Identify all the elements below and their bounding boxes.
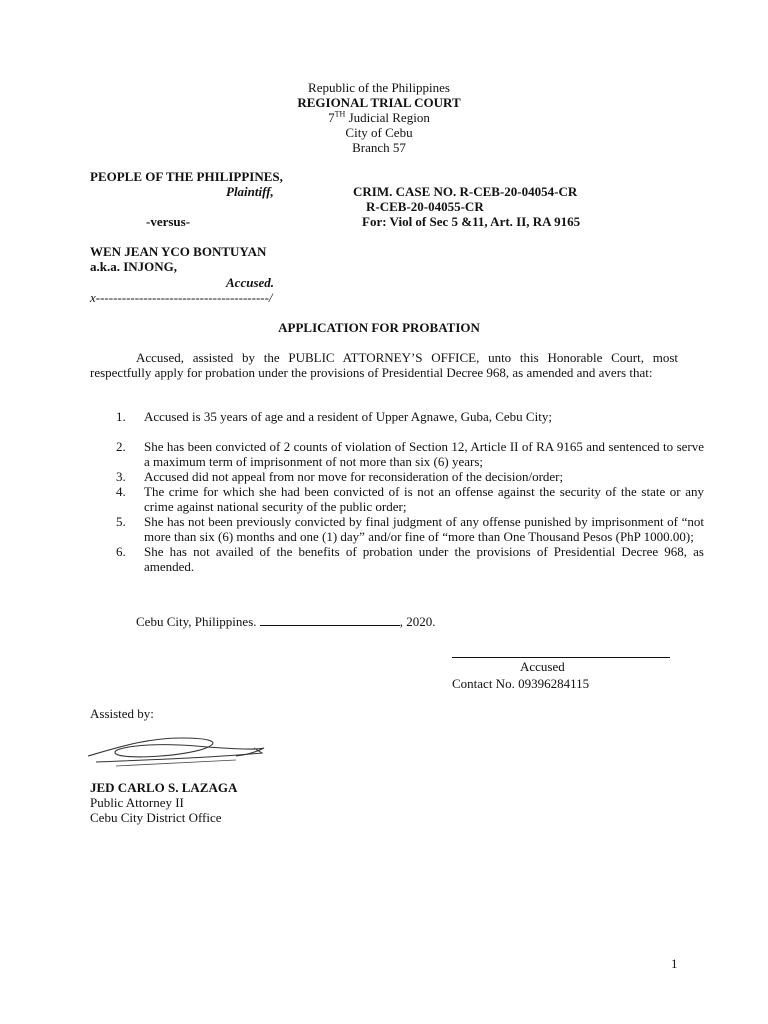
- accused-signature-label: Accused: [520, 659, 565, 674]
- plaintiff-name: PEOPLE OF THE PHILIPPINES,: [90, 169, 283, 184]
- accused-alias: a.k.a. INJONG,: [90, 259, 178, 274]
- list-item-number: 4.: [116, 484, 126, 499]
- page-number: 1: [671, 956, 678, 971]
- place-suffix: , 2020.: [399, 614, 436, 629]
- header-region: [0, 110, 758, 126]
- document-title: APPLICATION FOR PROBATION: [278, 320, 480, 335]
- intro-paragraph: Accused, assisted by the PUBLIC ATTORNEY’S OFFICE, unto this Honorable Court, most respectfully apply for probation under the provisions of Presidential Decree 968, as amended and avers that:: [90, 350, 678, 380]
- versus-label: -versus-: [146, 214, 191, 229]
- case-number-2: R-CEB-20-04055-CR: [366, 199, 484, 214]
- list-item-text: Accused did not appeal from nor move for reconsideration of the decision/order;: [144, 469, 564, 484]
- assisted-by-label: Assisted by:: [90, 706, 154, 721]
- list-item: [116, 544, 704, 574]
- list-item: [116, 484, 704, 514]
- list-item-text: She has not been previously convicted by final judgment of any offense punished by imprisonment of “not more than six (6) months and one (1) day” and/or fine of “more than One Thousand Pesos (PhP 1000.00);: [144, 514, 704, 544]
- list-item: [116, 439, 704, 469]
- attorney-name: JED CARLO S. LAZAGA: [90, 780, 238, 795]
- list-item: [116, 469, 704, 484]
- region-text: Judicial Region: [345, 110, 430, 125]
- plaintiff-role: Plaintiff,: [226, 184, 274, 199]
- header-branch: Branch 57: [352, 140, 406, 155]
- list-item-number: 1.: [116, 409, 126, 424]
- case-number-1: CRIM. CASE NO. R-CEB-20-04054-CR: [353, 184, 578, 199]
- list-item: [116, 514, 704, 544]
- averment-list: [116, 409, 704, 574]
- region-superscript: TH: [334, 109, 346, 119]
- place-prefix: Cebu City, Philippines.: [136, 614, 260, 629]
- accused-signature-line: [452, 657, 670, 658]
- place-date-line: [136, 614, 436, 629]
- list-item: [116, 409, 704, 424]
- accused-contact: Contact No. 09396284115: [452, 676, 590, 691]
- list-item-number: 3.: [116, 469, 126, 484]
- list-item-number: 5.: [116, 514, 126, 529]
- accused-role: Accused.: [226, 275, 275, 290]
- region-number: 7: [328, 110, 335, 125]
- header-court: REGIONAL TRIAL COURT: [297, 95, 461, 110]
- accused-name: WEN JEAN YCO BONTUYAN: [90, 244, 267, 259]
- attorney-position: Public Attorney II: [90, 795, 184, 810]
- list-item-text: She has not availed of the benefits of probation under the provisions of Presidential Decree 968, as amended.: [144, 544, 704, 574]
- attorney-office: Cebu City District Office: [90, 810, 222, 825]
- attorney-signature-image: [86, 728, 276, 776]
- header-city: City of Cebu: [345, 125, 413, 140]
- offense-label: For: Viol of Sec 5 &11, Art. II, RA 9165: [362, 214, 581, 229]
- caption-separator: x----------------------------------------/: [90, 290, 273, 305]
- list-item-text: The crime for which she had been convicted of is not an offense against the security of the state or any crime against national security of the public order;: [144, 484, 704, 514]
- date-blank: [260, 614, 400, 626]
- list-item-number: 2.: [116, 439, 126, 454]
- list-item-text: She has been convicted of 2 counts of violation of Section 12, Article II of RA 9165 and sentenced to serve a maximum term of imprisonment of not more than six (6) years;: [144, 439, 704, 469]
- header-republic: Republic of the Philippines: [308, 80, 450, 95]
- list-item-text: Accused is 35 years of age and a resident of Upper Agnawe, Guba, Cebu City;: [144, 409, 552, 424]
- list-item-number: 6.: [116, 544, 126, 559]
